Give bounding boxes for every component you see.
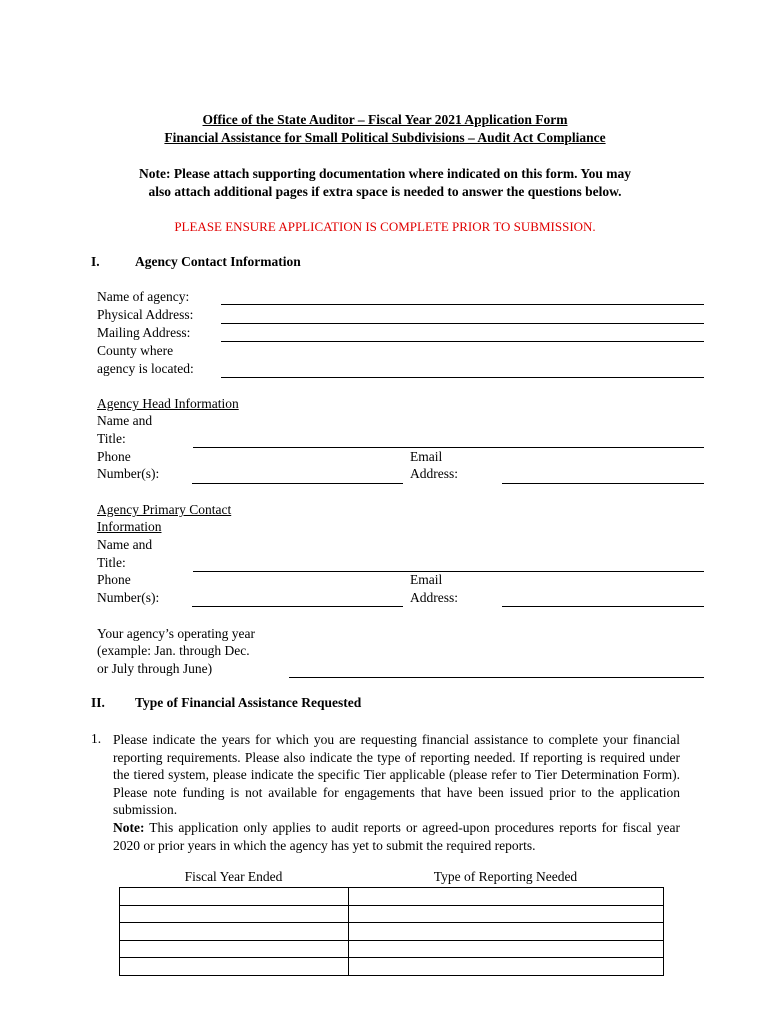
reporting-table — [119, 887, 664, 976]
primary-contact-heading-line2: Information — [97, 519, 162, 534]
note-line-2: also attach additional pages if extra space is needed to answer the questions below. — [148, 184, 622, 199]
head-phone-label-line1: Phone — [97, 449, 131, 464]
mailing-address-label: Mailing Address: — [97, 325, 191, 340]
operating-year-label-line1: Your agency’s operating year — [97, 626, 255, 641]
contact-name-field[interactable] — [193, 571, 704, 572]
fiscal-year-cell[interactable] — [120, 888, 349, 906]
head-name-label-line2: Title: — [97, 431, 126, 446]
table-row — [120, 958, 664, 976]
section-2-title: Type of Financial Assistance Requested — [135, 695, 362, 710]
note-line-1: Note: Please attach supporting documentation where indicated on this form. You may — [139, 166, 631, 181]
table-row — [120, 923, 664, 941]
agency-name-field[interactable] — [221, 304, 704, 305]
table-row — [120, 888, 664, 906]
reporting-type-cell[interactable] — [349, 888, 664, 906]
agency-name-label: Name of agency: — [97, 289, 190, 304]
item-1-note-text: This application only applies to audit reports or agreed-upon procedures reports for fiscal year 2020 or prior years in which the agency has yet to submit the required reports. — [113, 819, 680, 853]
head-email-field[interactable] — [502, 483, 704, 484]
section-1-number: I. — [91, 254, 100, 269]
operating-year-label-line3: or July through June) — [97, 661, 213, 676]
operating-year-label-line2: (example: Jan. through Dec. — [97, 643, 250, 658]
reporting-type-cell[interactable] — [349, 905, 664, 923]
agency-head-heading: Agency Head Information — [97, 396, 239, 411]
item-1-number: 1. — [91, 731, 102, 746]
reporting-type-cell[interactable] — [349, 923, 664, 941]
contact-email-label-line1: Email — [410, 572, 443, 587]
section-1-title: Agency Contact Information — [135, 254, 301, 269]
head-email-label-line2: Address: — [410, 466, 458, 481]
section-2-number: II. — [91, 695, 105, 710]
reporting-type-cell[interactable] — [349, 940, 664, 958]
reporting-type-cell[interactable] — [349, 958, 664, 976]
head-phone-field[interactable] — [192, 483, 403, 484]
contact-name-label-line1: Name and — [97, 537, 153, 552]
county-label-line2: agency is located: — [97, 361, 194, 376]
submission-warning: PLEASE ENSURE APPLICATION IS COMPLETE PRIOR TO SUBMISSION. — [174, 219, 596, 234]
table-header-fiscal-year: Fiscal Year Ended — [184, 869, 283, 884]
county-field[interactable] — [221, 377, 704, 378]
fiscal-year-cell[interactable] — [120, 905, 349, 923]
county-label-line1: County where — [97, 343, 174, 358]
contact-name-label-line2: Title: — [97, 555, 126, 570]
contact-email-field[interactable] — [502, 606, 704, 607]
contact-phone-label-line1: Phone — [97, 572, 131, 587]
table-header-reporting-type: Type of Reporting Needed — [433, 869, 578, 884]
table-row — [120, 905, 664, 923]
form-subtitle: Financial Assistance for Small Political Subdivisions – Audit Act Compliance — [164, 130, 606, 145]
fiscal-year-cell[interactable] — [120, 940, 349, 958]
item-1-note-label: Note: — [113, 819, 145, 835]
physical-address-field[interactable] — [221, 323, 704, 324]
item-1-text — [113, 731, 680, 854]
operating-year-field[interactable] — [289, 677, 704, 678]
contact-phone-label-line2: Number(s): — [97, 590, 160, 605]
contact-email-label-line2: Address: — [410, 590, 458, 605]
head-name-field[interactable] — [193, 447, 704, 448]
head-name-label-line1: Name and — [97, 413, 153, 428]
head-phone-label-line2: Number(s): — [97, 466, 160, 481]
mailing-address-field[interactable] — [221, 341, 704, 342]
head-email-label-line1: Email — [410, 449, 443, 464]
item-1-body: Please indicate the years for which you are requesting financial assistance to complete your financial reporting requirements. Please also indicate the type of reporting needed. If reporting is required under the tiered system, please indicate the specific Tier applicable (please refer to Tier Determination Form). Please note funding is not available for engagements that have been issued prior to the application submission. — [113, 732, 680, 818]
table-row — [120, 940, 664, 958]
form-title: Office of the State Auditor – Fiscal Year 2021 Application Form — [202, 112, 568, 127]
fiscal-year-cell[interactable] — [120, 923, 349, 941]
primary-contact-heading-line1: Agency Primary Contact — [97, 502, 232, 517]
fiscal-year-cell[interactable] — [120, 958, 349, 976]
contact-phone-field[interactable] — [192, 606, 403, 607]
physical-address-label: Physical Address: — [97, 307, 194, 322]
